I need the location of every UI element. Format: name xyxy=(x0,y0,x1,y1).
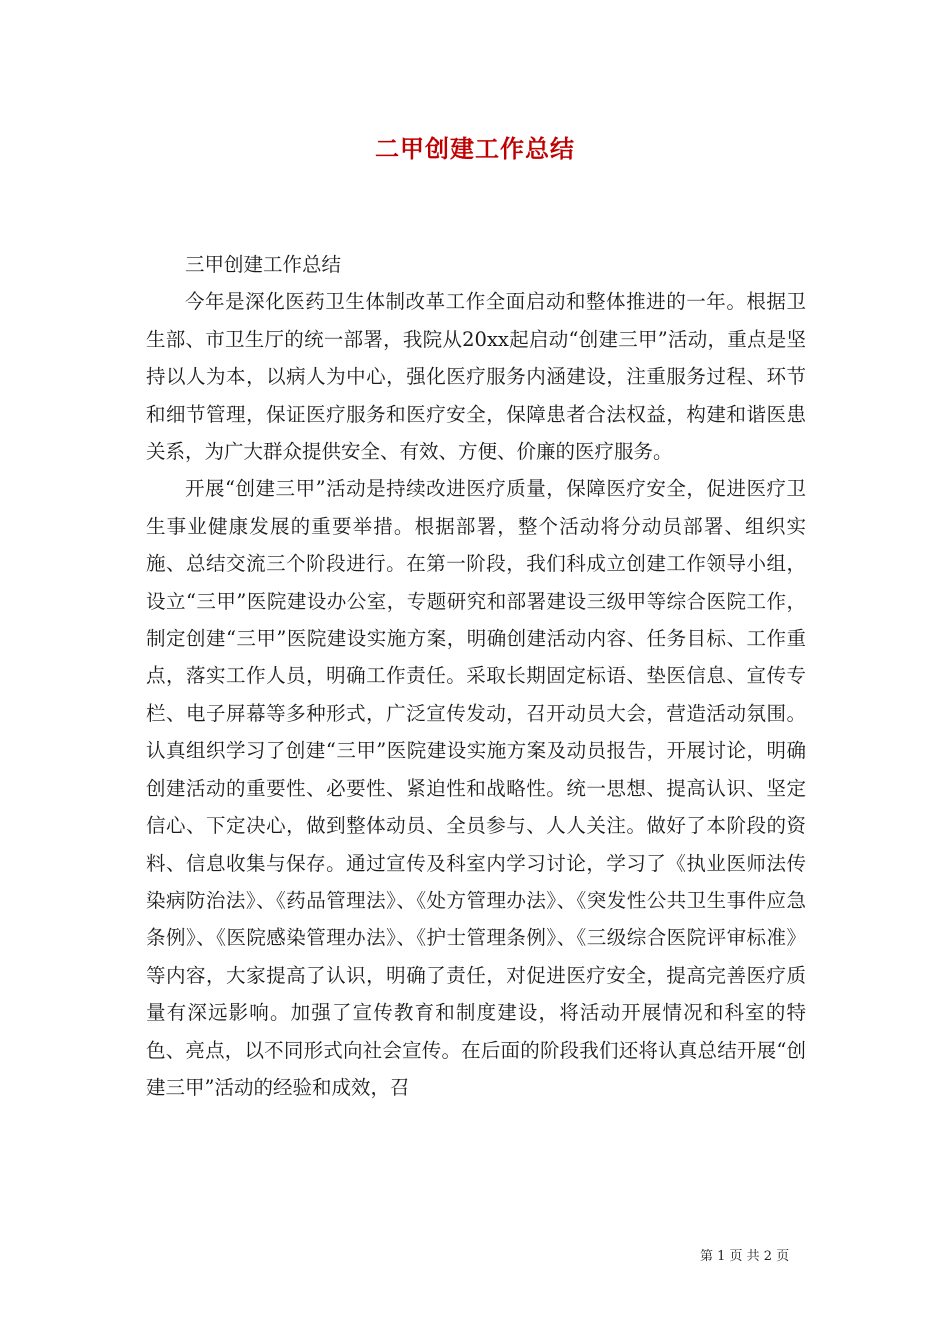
document-body xyxy=(146,246,806,1106)
page-number: 第 1 页 共 2 页 xyxy=(700,1249,790,1264)
body-paragraph: 今年是深化医药卫生体制改革工作全面启动和整体推进的一年。根据卫生部、市卫生厅的统一部署，我院从20xx起启动“创建三甲”活动，重点是坚持以人为本，以病人为中心，强化医疗服务内涵建设，注重服务过程、环节和细节管理，保证医疗服务和医疗安全，保障患者合法权益，构建和谐医患关系，为广大群众提供安全、有效、方便、价廉的医疗服务。 xyxy=(146,290,806,464)
body-paragraph: 开展“创建三甲”活动是持续改进医疗质量，保障医疗安全，促进医疗卫生事业健康发展的重要举措。根据部署，整个活动将分动员部署、组织实施、总结交流三个阶段进行。在第一阶段，我们科成立创建工作领导小组，设立“三甲”医院建设办公室，专题研究和部署建设三级甲等综合医院工作，制定创建“三甲”医院建设实施方案，明确创建活动内容、任务目标、工作重点，落实工作人员，明确工作责任。采取长期固定标语、垫医信息、宣传专栏、电子屏幕等多种形式，广泛宣传发动，召开动员大会，营造活动氛围。认真组织学习了创建“三甲”医院建设实施方案及动员报告，开展讨论，明确创建活动的重要性、必要性、紧迫性和战略性。统一思想、提高认识、坚定信心、下定决心，做到整体动员、全员参与、人人关注。做好了本阶段的资料、信息收集与保存。通过宣传及科室内学习讨论，学习了《执业医师法传染病防治法》、《药品管理法》、《处方管理办法》、《突发性公共卫生事件应急条例》、《医院感染管理办法》、《护士管理条例》、《三级综合医院评审标准》等内容，大家提高了认识，明确了责任，对促进医疗安全，提高完善医疗质量有深远影响。加强了宣传教育和制度建设，将活动开展情况和科室的特色、亮点，以不同形式向社会宣传。在后面的阶段我们还将认真总结开展“创建三甲”活动的经验和成效，召 xyxy=(146,477,806,1099)
body-paragraph-heading: 三甲创建工作总结 xyxy=(185,253,342,276)
document-title: 二甲创建工作总结 xyxy=(375,135,575,163)
